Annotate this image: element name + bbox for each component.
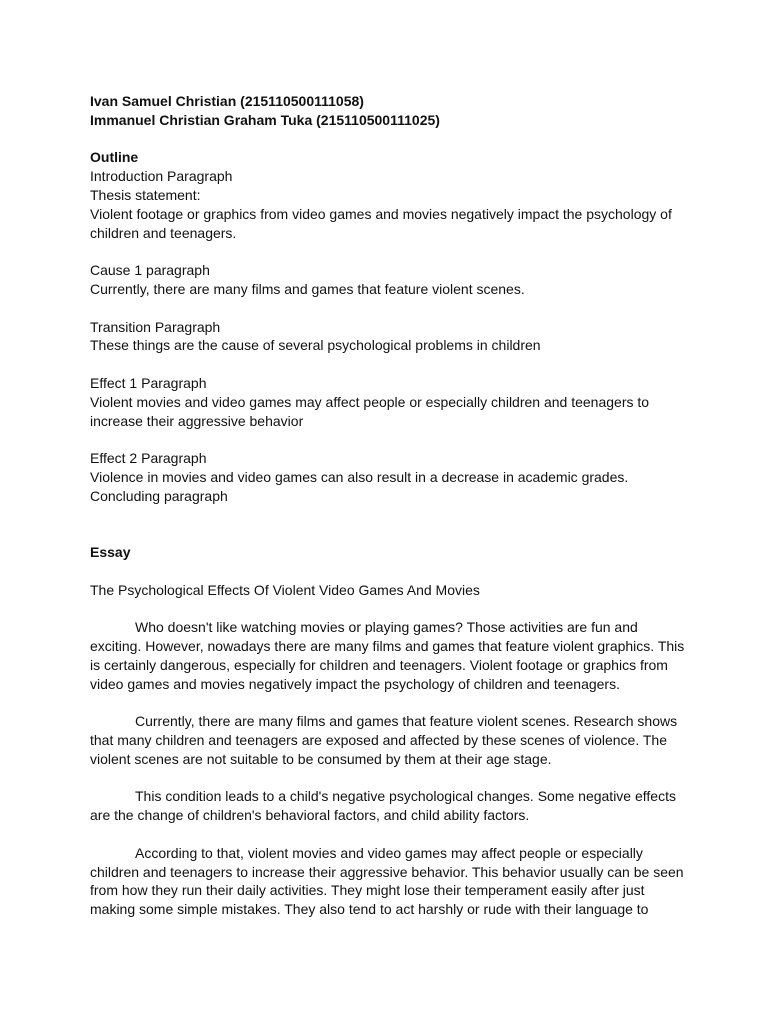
outline-transition-label: Transition Paragraph (90, 318, 221, 335)
outline-thesis-label: Thesis statement: (90, 186, 201, 203)
essay-heading: Essay (90, 544, 131, 561)
outline-transition-text: These things are the cause of several psychological problems in children (90, 337, 541, 354)
outline-thesis-line-1: Violent footage or graphics from video games and movies negatively impact the psychology of (90, 205, 672, 222)
essay-p2-line-1: Currently, there are many films and games that feature violent scenes. Research shows (135, 713, 678, 730)
essay-p4-line-3: from how they run their daily activities. They might lose their temperament easily after just (90, 882, 645, 899)
essay-p4-line-4: making some simple mistakes. They also tend to act harshly or rude with their language to (90, 901, 649, 918)
author-1: Ivan Samuel Christian (215110500111058) (90, 93, 364, 109)
essay-paragraph-2 (90, 712, 690, 768)
essay-paragraph-4 (90, 844, 690, 919)
essay-p3-line-2: are the change of children's behavioral factors, and child ability factors. (90, 807, 530, 824)
essay-p1-line-3: is certainly dangerous, especially for children and teenagers. Violent footage or graphics from (90, 656, 668, 673)
outline-cause1-text: Currently, there are many films and games that feature violent scenes. (90, 280, 525, 297)
outline-cause1-label: Cause 1 paragraph (90, 262, 210, 279)
essay-p1-line-1: Who doesn't like watching movies or playing games? Those activities are fun and (135, 619, 638, 636)
essay-p2-line-2: that many children and teenagers are exposed and affected by these scenes of violence. The (90, 732, 667, 749)
essay-p1-line-4: video games and movies negatively impact the psychology of children and teenagers. (90, 675, 620, 692)
outline-thesis-line-2: children and teenagers. (90, 224, 237, 241)
essay-p2-line-3: violent scenes are not suitable to be consumed by them at their age stage. (90, 750, 552, 767)
outline-effect2-text: Violence in movies and video games can also result in a decrease in academic grades. (90, 468, 629, 485)
outline-effect1-line-1: Violent movies and video games may affect people or especially children and teenagers to (90, 393, 650, 410)
essay-paragraph-3 (90, 787, 690, 825)
outline-effect1-line-2: increase their aggressive behavior (90, 412, 304, 429)
outline-effect1-label: Effect 1 Paragraph (90, 374, 207, 391)
essay-title: The Psychological Effects Of Violent Video Games And Movies (90, 581, 480, 598)
essay-p3-line-1: This condition leads to a child's negative psychological changes. Some negative effects (135, 788, 676, 805)
outline-intro-label: Introduction Paragraph (90, 168, 233, 185)
essay-p4-line-2: children and teenagers to increase their aggressive behavior. This behavior usually can be seen (90, 863, 684, 880)
outline-concluding-label: Concluding paragraph (90, 487, 228, 504)
author-2: Immanuel Christian Graham Tuka (215110500111025) (90, 111, 440, 128)
essay-p4-line-1: According to that, violent movies and video games may affect people or especially (135, 844, 643, 861)
document-page (90, 92, 690, 919)
essay-p1-line-2: exciting. However, nowadays there are many films and games that feature violent graphics. This (90, 638, 685, 655)
outline-effect2-label: Effect 2 Paragraph (90, 450, 207, 467)
essay-paragraph-1 (90, 618, 690, 693)
outline-heading: Outline (90, 149, 139, 166)
